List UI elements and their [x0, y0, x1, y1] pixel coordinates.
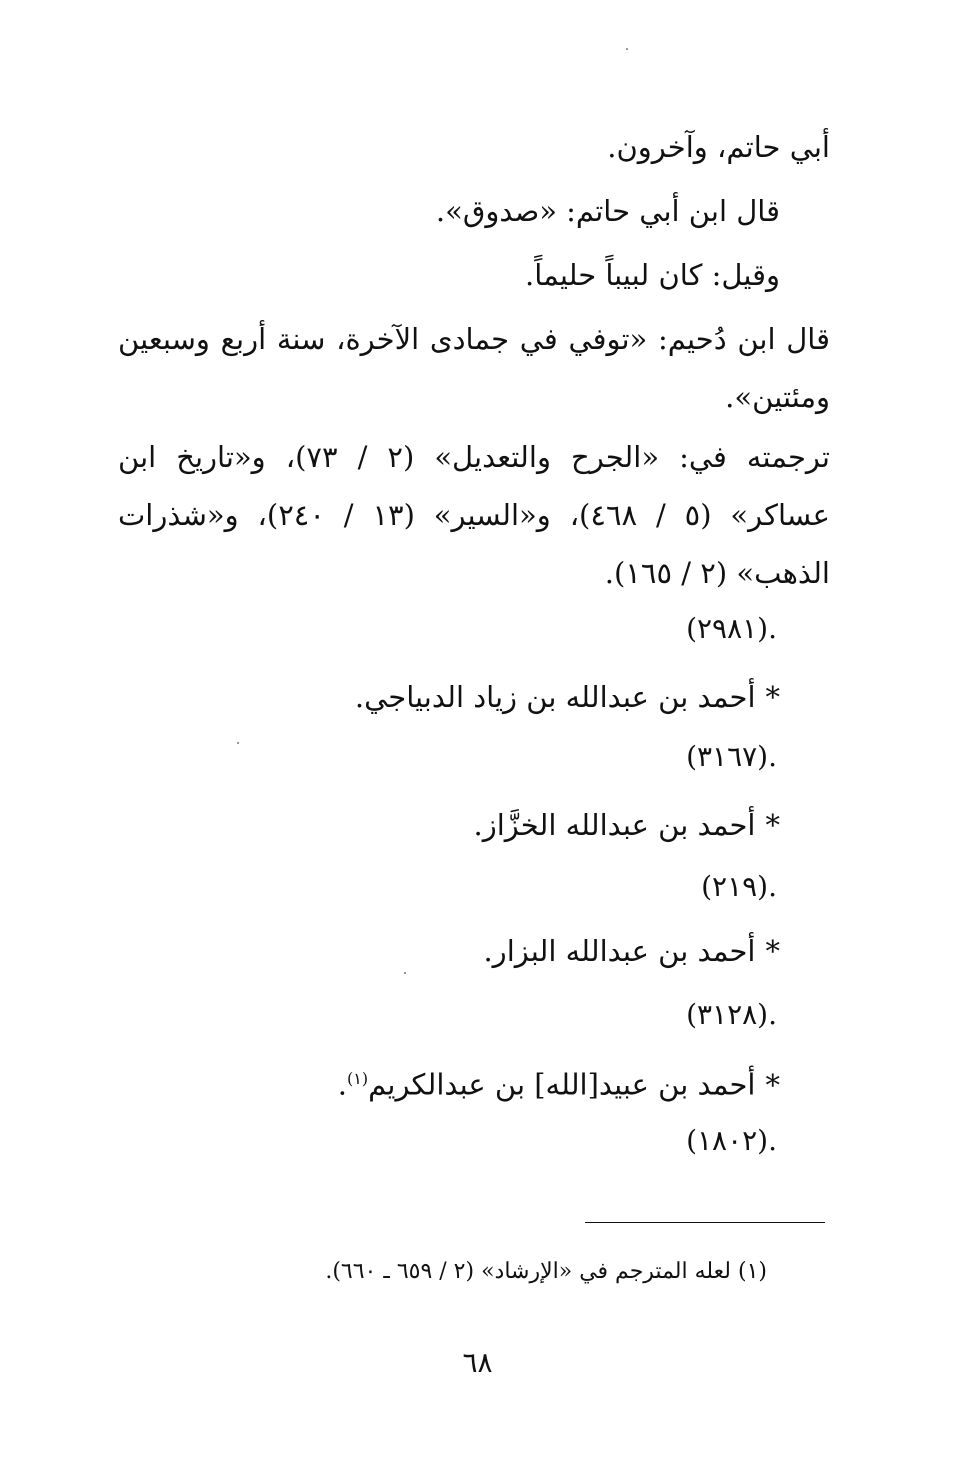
paragraph-sources: ترجمته في: «الجرح والتعديل» (٢ / ٧٣)، و«تاريخ ابن عساكر» (٥ / ٤٦٨)، و«السير» (١٣ / ٢٤٠)، و«شذرات الذهب» (٢ / ١٦٥). [118, 440, 830, 590]
text-line-3: وقيل: كان لبيباً حليماً. [525, 258, 780, 292]
entry-name: أحمد بن عبدالله البزار. [483, 934, 756, 968]
asterisk-icon: * [765, 680, 780, 714]
text-line-2: قال ابن أبي حاتم: «صدوق». [435, 194, 780, 228]
asterisk-icon: * [765, 934, 780, 968]
entry-number: .(٣١٢٨) [686, 998, 777, 1031]
entry-heading [483, 922, 780, 980]
text-line-1: أبي حاتم، وآخرون. [607, 130, 830, 164]
asterisk-icon: * [765, 1067, 780, 1102]
page-number: ٦٨ [462, 1346, 493, 1379]
paragraph-death: قال ابن دُحيم: «توفي في جمادى الآخرة، سنة أربع وسبعين ومئتين». [118, 322, 831, 414]
scan-speck [404, 972, 406, 974]
entry-period: . [337, 1067, 347, 1102]
entry-number: .(٢٩٨١) [686, 612, 777, 645]
asterisk-icon: * [765, 808, 780, 842]
entry-heading [338, 1050, 780, 1114]
entry-number: .(١٨٠٢) [686, 1124, 777, 1157]
entry-number: .(٣١٦٧) [686, 740, 777, 773]
entry-name: أحمد بن عبيد[الله] بن عبدالكريم [368, 1067, 756, 1102]
scan-speck [237, 742, 239, 744]
entry-heading [474, 796, 781, 854]
entry-number: .(٢١٩) [701, 870, 777, 903]
scan-speck [626, 48, 628, 50]
entry-heading [355, 668, 780, 726]
footnote-reference: (١) [347, 1069, 369, 1088]
entry-name: أحمد بن عبدالله الخزَّاز. [473, 808, 756, 842]
entry-name: أحمد بن عبدالله بن زياد الدبياجي. [354, 680, 756, 714]
footnote: (١) لعله المترجم في «الإرشاد» (٢ / ٦٥٩ ـ ٦٦٠). [325, 1259, 767, 1284]
footnote-divider [585, 1222, 825, 1223]
